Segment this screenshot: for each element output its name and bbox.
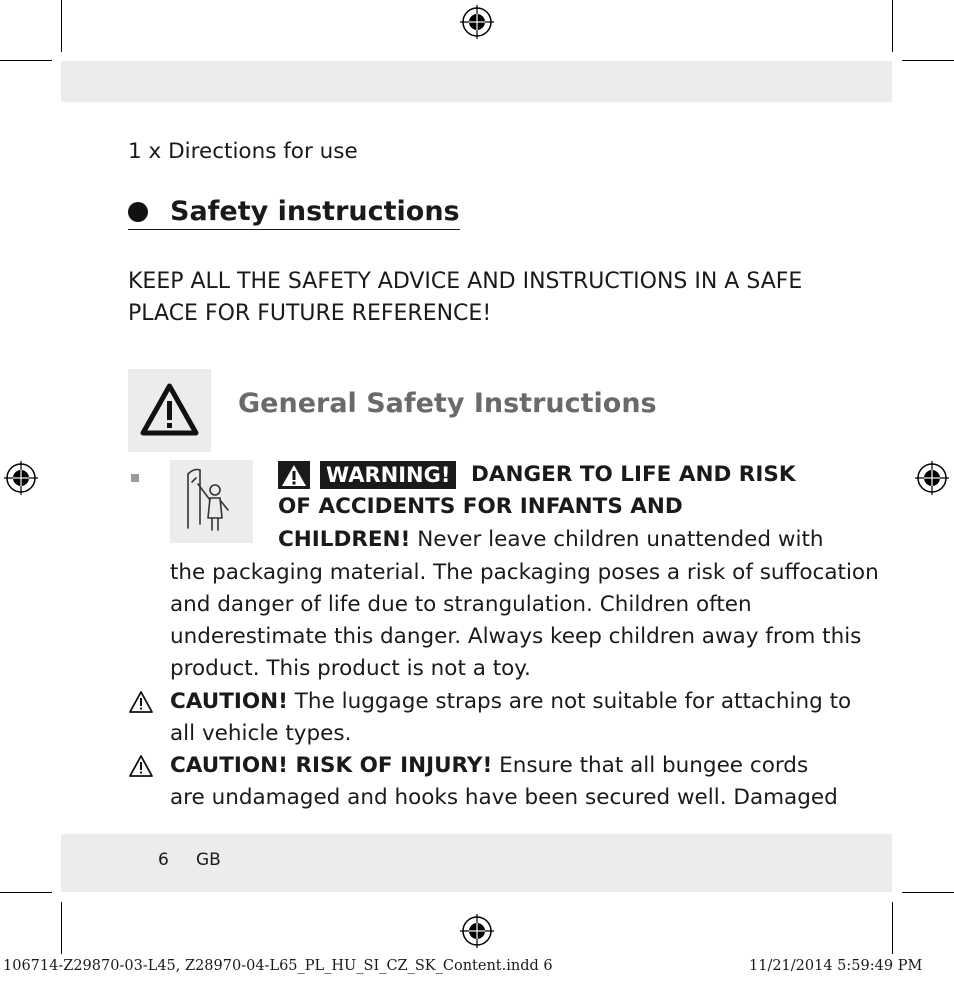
keep-advice-line: KEEP ALL THE SAFETY ADVICE AND INSTRUCTIONS IN A SAFE [128, 269, 803, 294]
caution-label: CAUTION! RISK OF INJURY! [170, 753, 493, 778]
registration-mark-icon [460, 914, 494, 948]
print-slug-file: 106714-Z29870-03-L45, Z28970-04-L65_PL_HU_SI_CZ_SK_Content.indd 6 [3, 958, 553, 974]
section-heading-text: Safety instructions [170, 196, 460, 227]
warning-icon-box [278, 461, 310, 489]
warning-badge: WARNING! [320, 461, 456, 489]
caution-label: CAUTION! [170, 689, 288, 714]
crop-mark [902, 60, 954, 61]
crop-mark [0, 892, 52, 893]
list-bullet [131, 474, 139, 482]
warning-heading-line: DANGER TO LIFE AND RISK [471, 462, 796, 487]
language-code: GB [196, 850, 221, 870]
crop-mark [61, 902, 62, 954]
warning-body-line: the packaging material. The packaging poses a risk of suffocation [170, 560, 879, 585]
general-warning-box [128, 369, 211, 452]
bullet-dot-icon [128, 202, 148, 222]
crop-mark [892, 0, 893, 52]
footer-band [61, 834, 892, 892]
registration-mark-icon [4, 461, 38, 495]
header-band [61, 61, 892, 102]
keep-advice-line: PLACE FOR FUTURE REFERENCE! [128, 301, 492, 326]
caution-triangle-icon [128, 690, 154, 714]
warning-body-line [278, 524, 824, 556]
crop-mark [892, 902, 893, 954]
print-slug-datetime: 11/21/2014 5:59:49 PM [749, 958, 923, 974]
child-packaging-icon [170, 460, 253, 543]
registration-mark-icon [915, 461, 949, 495]
page-number: 6 [158, 850, 169, 870]
crop-mark [61, 0, 62, 52]
warning-triangle-icon [128, 369, 211, 452]
caution-line: are undamaged and hooks have been secured well. Damaged [170, 785, 838, 810]
caution-text: Ensure that all bungee cords [492, 753, 809, 778]
caution-triangle-icon [128, 754, 154, 778]
crop-mark [0, 60, 52, 61]
warning-heading-line: OF ACCIDENTS FOR INFANTS AND [278, 494, 683, 519]
contents-item: 1 x Directions for use [128, 139, 358, 164]
caution-line: all vehicle types. [170, 721, 352, 746]
warning-body-line: product. This product is not a toy. [170, 656, 531, 681]
crop-mark [902, 892, 954, 893]
warning-heading-end: CHILDREN! [278, 527, 411, 552]
warning-triangle-icon [278, 461, 310, 489]
caution-line [170, 750, 808, 782]
warning-text: Never leave children unattended with [410, 527, 824, 552]
warning-body-line: and danger of life due to strangulation. Children often [170, 592, 752, 617]
caution-text: The luggage straps are not suitable for attaching to [287, 689, 852, 714]
section-heading [128, 196, 460, 230]
general-safety-heading: General Safety Instructions [238, 388, 657, 419]
warning-body-line: underestimate this danger. Always keep children away from this [170, 624, 862, 649]
registration-mark-icon [460, 5, 494, 39]
caution-line [170, 686, 851, 718]
child-packaging-box [170, 460, 253, 543]
